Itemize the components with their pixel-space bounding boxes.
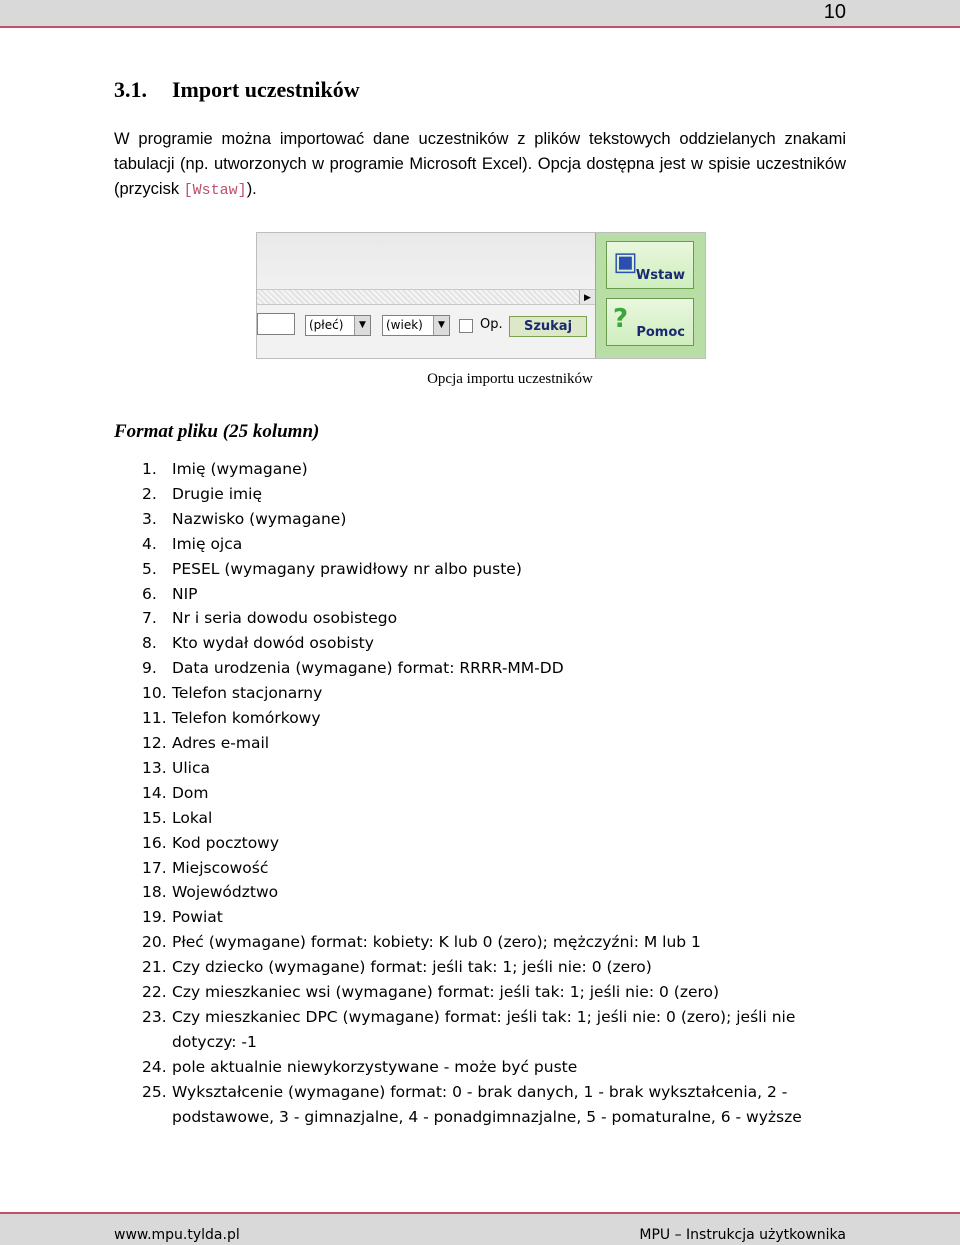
list-item — [114, 532, 854, 557]
chevron-down-icon: ▼ — [354, 316, 370, 335]
list-item — [114, 781, 854, 806]
intro-paragraph — [114, 127, 846, 203]
gender-select[interactable] — [305, 315, 371, 336]
list-item-number: 14. — [142, 783, 167, 802]
format-list — [114, 457, 854, 1129]
help-button[interactable] — [606, 298, 694, 346]
list-item-text: Płeć (wymagane) format: kobiety: K lub 0 (zero); mężczyźni: M lub 1 — [172, 933, 701, 952]
list-item-text: Data urodzenia (wymagane) format: RRRR-MM-DD — [172, 659, 564, 678]
list-item-number: 23. — [142, 1007, 167, 1026]
list-item-text: Miejscowość — [172, 858, 269, 877]
list-item-number: 22. — [142, 983, 167, 1002]
figure-caption: Opcja importu uczestników — [427, 371, 593, 387]
list-item-number: 5. — [142, 559, 157, 578]
list-area — [257, 233, 595, 289]
list-item-text: Telefon stacjonarny — [172, 684, 323, 703]
insert-button-label: Wstaw — [635, 268, 685, 283]
list-item-text: Czy mieszkaniec wsi (wymagane) format: jeśli tak: 1; jeśli nie: 0 (zero) — [172, 983, 720, 1002]
list-item-text: Nr i seria dowodu osobistego — [172, 609, 398, 628]
age-select-value: (wiek) — [386, 318, 423, 332]
format-heading: Format pliku (25 kolumn) — [114, 421, 320, 442]
list-item-number: 3. — [142, 509, 157, 528]
list-item-text: Dom — [172, 783, 209, 802]
list-item-text: pole aktualnie niewykorzystywane - może być puste — [172, 1057, 578, 1076]
op-checkbox[interactable] — [459, 319, 473, 333]
list-item — [114, 507, 854, 532]
list-item-text: Wykształcenie (wymagane) format: 0 - brak danych, 1 - brak wykształcenia, 2 - podstawowe, 3 - gimnazjalne, 4 - ponadgimnazjalne, 5 - pomaturalne, 6 - wyższe — [172, 1082, 802, 1126]
list-item-text: Czy dziecko (wymagane) format: jeśli tak: 1; jeśli nie: 0 (zero) — [172, 958, 652, 977]
help-button-label: Pomoc — [636, 325, 685, 340]
list-item-number: 6. — [142, 584, 157, 603]
list-item-number: 17. — [142, 858, 167, 877]
list-item-number: 13. — [142, 758, 167, 777]
page-number: 10 — [823, 1, 846, 23]
op-checkbox-label: Op. — [480, 317, 503, 332]
list-item-text: Czy mieszkaniec DPC (wymagane) format: jeśli tak: 1; jeśli nie: 0 (zero); jeśli nie dotyczy: -1 — [172, 1007, 796, 1051]
list-item — [114, 731, 854, 756]
header-band — [0, 0, 960, 28]
footer-title: MPU – Instrukcja użytkownika — [639, 1227, 846, 1243]
list-item — [114, 905, 854, 930]
list-item-number: 4. — [142, 534, 157, 553]
list-item — [114, 1005, 854, 1055]
list-item-text: Imię ojca — [172, 534, 243, 553]
list-item-text: Lokal — [172, 808, 213, 827]
intro-text-end: ). — [246, 180, 257, 198]
list-item-number: 21. — [142, 958, 167, 977]
list-item-number: 19. — [142, 908, 167, 927]
list-item-text: NIP — [172, 584, 198, 603]
list-item-text: Adres e-mail — [172, 733, 270, 752]
intro-text: W programie można importować dane uczestników z plików tekstowych oddzielanych znakami tabulacji (np. utworzonych w programie Microsoft Excel). Opcja dostępna jest w spisie uczestników (przycisk — [114, 130, 846, 198]
list-item — [114, 1080, 854, 1130]
search-button[interactable]: Szukaj — [509, 316, 587, 337]
list-item — [114, 482, 854, 507]
chevron-down-icon: ▼ — [433, 316, 449, 335]
list-item — [114, 681, 854, 706]
list-item-text: Drugie imię — [172, 484, 262, 503]
list-item — [114, 631, 854, 656]
list-item-text: Kto wydał dowód osobisty — [172, 634, 374, 653]
list-item-number: 16. — [142, 833, 167, 852]
list-item-number: 24. — [142, 1057, 167, 1076]
list-item — [114, 955, 854, 980]
list-item-number: 2. — [142, 484, 157, 503]
list-item — [114, 582, 854, 607]
list-item — [114, 1055, 854, 1080]
list-item — [114, 756, 854, 781]
list-item-text: Telefon komórkowy — [172, 709, 321, 728]
gender-select-value: (płeć) — [309, 318, 344, 332]
list-item — [114, 930, 854, 955]
import-screenshot — [256, 232, 706, 359]
list-item-text: Ulica — [172, 758, 210, 777]
list-item-number: 15. — [142, 808, 167, 827]
list-item — [114, 880, 854, 905]
name-filter-input[interactable] — [257, 313, 295, 335]
list-item-text: Imię (wymagane) — [172, 460, 308, 478]
horizontal-scrollbar[interactable] — [257, 289, 595, 305]
list-item-text: Województwo — [172, 883, 279, 902]
list-item-number: 12. — [142, 733, 167, 752]
section-title — [114, 77, 360, 103]
insert-button[interactable] — [606, 241, 694, 289]
insert-code: [Wstaw] — [183, 182, 247, 199]
help-icon: ? — [613, 304, 629, 334]
scroll-right-icon[interactable]: ▶ — [579, 290, 595, 304]
footer-website: www.mpu.tylda.pl — [114, 1227, 240, 1243]
list-item — [114, 557, 854, 582]
list-item-text: Nazwisko (wymagane) — [172, 509, 347, 528]
list-item — [114, 856, 854, 881]
list-item-number: 11. — [142, 709, 167, 728]
action-panel — [595, 233, 706, 359]
list-item — [114, 706, 854, 731]
list-item-number: 1. — [142, 460, 157, 478]
list-item — [114, 980, 854, 1005]
list-item-number: 25. — [142, 1082, 167, 1101]
list-item-number: 9. — [142, 659, 157, 678]
list-item — [114, 806, 854, 831]
list-item-number: 7. — [142, 609, 157, 628]
section-number: 3.1. — [114, 77, 147, 102]
list-item-text: PESEL (wymagany prawidłowy nr albo puste) — [172, 559, 522, 578]
list-item-text: Kod pocztowy — [172, 833, 280, 852]
section-title-text: Import uczestników — [172, 77, 360, 102]
list-item-number: 20. — [142, 933, 167, 952]
list-item-number: 10. — [142, 684, 167, 703]
list-item — [114, 606, 854, 631]
list-item — [114, 656, 854, 681]
age-select[interactable] — [382, 315, 450, 336]
list-item — [114, 457, 854, 482]
list-item-number: 18. — [142, 883, 167, 902]
list-item-text: Powiat — [172, 908, 223, 927]
list-item — [114, 831, 854, 856]
insert-icon: ▣ — [613, 247, 638, 277]
list-item-number: 8. — [142, 634, 157, 653]
